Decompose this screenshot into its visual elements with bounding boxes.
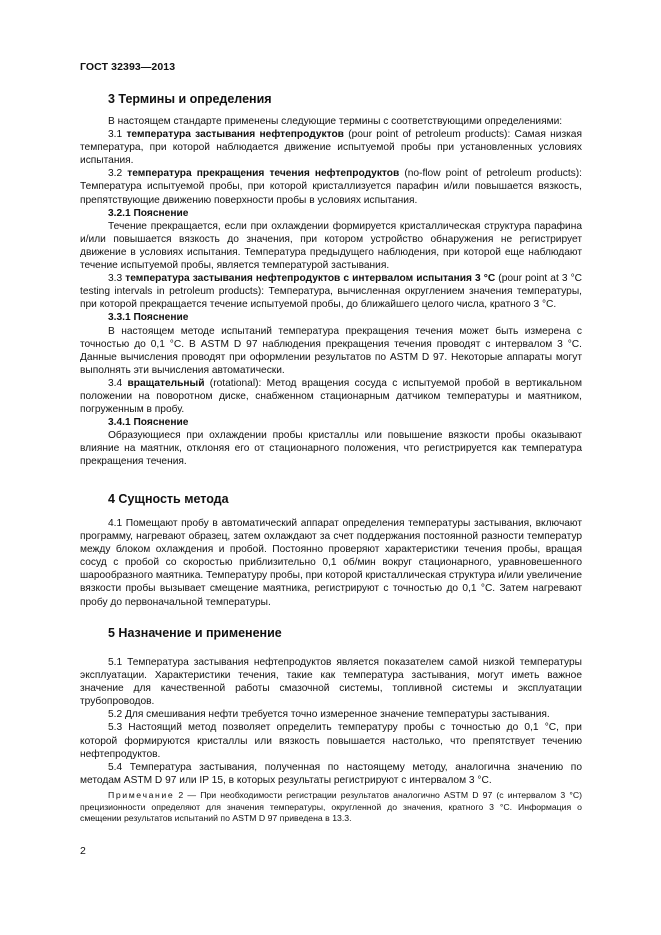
subsection-3-3-1-text: В настоящем методе испытаний температура прекращения течения может быть измерена с точностью до 0,1 °С. В ASTM D 97 наблюдения прекращения течения проводят с интервалом 3 °С. Данные вычисления проводят при оформлении результатов по ASTM D 97. Некоторые аппараты могут выполнять эти вычисления автоматически.: [80, 325, 582, 376]
note-block: [80, 790, 582, 825]
section-3-title: 3 Термины и определения: [108, 92, 272, 106]
section-4-body: [80, 517, 582, 609]
paragraph-5-1: 5.1 Температура застывания нефтепродуктов является показателем самой низкой температуры эксплуатации. Характеристики течения, такие как температура застывания, могут иметь важное значение для качественной работы смазочной системы, топливной системы и эксплуатации трубопроводов.: [80, 657, 582, 708]
term-3-1: 3.1 температура застывания нефтепродуктов (pour point of petroleum products): Самая низкая температура, при которой наблюдается движение испытуемой пробы при установленных условиях испытания.: [80, 129, 582, 167]
section-5-body: [80, 656, 582, 787]
term-3-4: 3.4 вращательный (rotational): Метод вращения сосуда с испытуемой пробой в вертикальном положении на поворотном диске, снабженном стационарным датчиком температуры и маятником, погруженным в пробу.: [80, 377, 582, 416]
page-number: 2: [80, 845, 86, 857]
term-3-3: 3.3 температура застывания нефтепродуктов с интервалом испытания 3 °С (pour point at 3 °C testing intervals in petroleum products): Температура, вычисленная округлением значения температуры, при которой прекращается течение испытуемой пробы, до ближайшего целого числа, кратного 3 °С.: [80, 273, 583, 311]
term-3-3-definition: (pour point at 3 °C testing intervals in petroleum products): Температура, вычисленная округлением значения температуры, при которой прекращается течение испытуемой пробы, до ближайшего целого числа, кратного 3 °С.: [80, 273, 583, 311]
document-header: ГОСТ 32393—2013: [80, 61, 176, 73]
term-3-2-definition: (no-flow point of petroleum products): Температура испытуемой пробы, при которой кристаллизуется парафин и/или повышается вязкость, препятствующие движению поверхности пробы в условиях испытания.: [80, 168, 582, 206]
subsection-3-3-1-title: 3.3.1 Пояснение: [108, 312, 189, 324]
section-3-intro: В настоящем стандарте применены следующие термины с соответствующими определениями:: [108, 116, 563, 127]
term-3-1-definition: (pour point of petroleum products): Самая низкая температура, при которой наблюдается движение испытуемой пробы при установленных условиях испытания.: [80, 129, 582, 167]
note-text: 2 — При необходимости регистрации результатов аналогично ASTM D 97 (с интервалом 3 °С) прецизионности определяют для значения температуры, округленной до значения, кратного 3 °С. Информация о смещении результатов испытаний по ASTM D 97 приведена в 13.3.: [80, 790, 582, 824]
paragraph-5-3: 5.3 Настоящий метод позволяет определить температуру пробы с точностью до 0,1 °С, при которой формируются кристаллы или вязкость повышается настолько, что препятствует течению нефтепродуктов.: [80, 722, 582, 760]
section-4-title: 4 Сущность метода: [108, 492, 229, 506]
subsection-3-4-1-text: Образующиеся при охлаждении пробы кристаллы или повышение вязкости пробы оказывают влияние на маятник, отклоняя его от стационарного положения, что регистрируется как температура прекращения течения.: [80, 430, 582, 468]
subsection-3-4-1-title: 3.4.1 Пояснение: [108, 417, 189, 429]
term-3-2-name: температура прекращения течения нефтепродуктов: [127, 168, 400, 180]
note-paragraph: [80, 790, 582, 825]
subsection-3-2-1-title: 3.2.1 Пояснение: [108, 207, 189, 219]
term-3-3-name: температура застывания нефтепродуктов с интервалом испытания 3 °С: [125, 273, 496, 285]
section-5-title: 5 Назначение и применение: [108, 626, 282, 640]
subsection-3-2-1-text: Течение прекращается, если при охлаждении формируется кристаллическая структура парафина и/или повышается вязкость до значения, при котором устройство обнаружения не регистрирует движение в условиях испытания. Температура предыдущего наблюдения, при которой еще наблюдают течение испытуемой пробы, является температурой застывания.: [80, 220, 582, 272]
term-3-2: 3.2 температура прекращения течения нефтепродуктов (no-flow point of petroleum products): Температура испытуемой пробы, при которой кристаллизуется парафин и/или повышается вязкость, препятствующие движению поверхности пробы в условиях испытания.: [80, 168, 582, 206]
term-3-4-name: вращательный: [127, 377, 205, 389]
term-3-1-name: температура застывания нефтепродуктов: [126, 129, 344, 141]
section-3-body: [80, 115, 582, 469]
note-label: Примечание: [108, 790, 175, 800]
paragraph-5-4: 5.4 Температура застывания, полученная по настоящему методу, аналогична значению по методам ASTM D 97 или IP 15, в которых результаты регистрируют с интервалом 3 °С.: [80, 761, 582, 786]
term-3-4-definition: (rotational): Метод вращения сосуда с испытуемой пробой в вертикальном положении на поворотном диске, снабженном стационарным датчиком температуры и маятником, погруженным в пробу.: [80, 377, 582, 416]
paragraph-5-2: 5.2 Для смешивания нефти требуется точно измеренное значение температуры застывания.: [108, 709, 550, 721]
paragraph-4-1: 4.1 Помещают пробу в автоматический аппарат определения температуры застывания, включают программу, нагревают образец, затем охлаждают за счет поддержания постоянной разности температур между блоком охлаждения и пробой. Постоянно проверяют характеристики течения пробы, вращая сосуд с пробой со скоростью приблизительно 0,1 об/мин вокруг стационарного, уравновешенного шарообразного маятника. Температуру пробы, при которой кристаллическая структура и/или увеличение вязкости пробы вызывает смещение маятника, регистрируют с точностью до 0,1 °С. Затем нагревают пробу до первоначальной температуры.: [80, 518, 582, 608]
